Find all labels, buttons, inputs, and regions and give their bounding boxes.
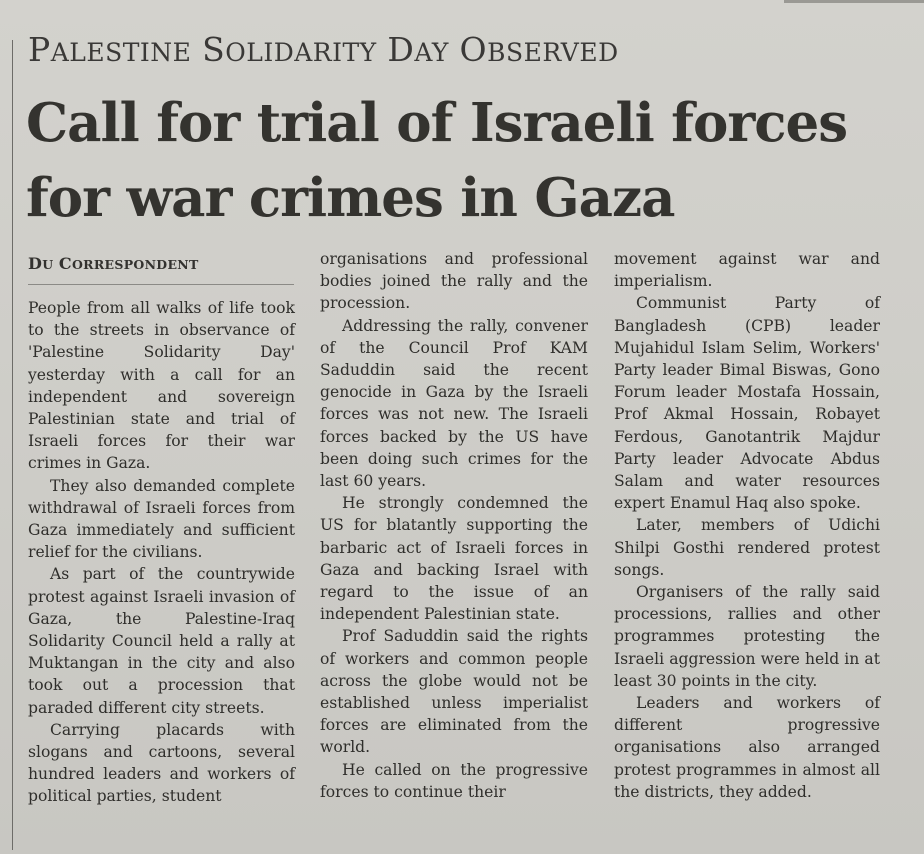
article-kicker: PALESTINE SOLIDARITY DAY OBSERVED [28, 30, 619, 69]
paragraph: Later, members of Udichi Shilpi Gosthi rendered protest songs. [614, 516, 880, 579]
paragraph: He strongly condemned the US for blatantly supporting the barbaric act of Israeli forces in Gaza and backing Israel with regard to the issue of an independent Palestinian state. [320, 494, 588, 624]
paragraph: They also demanded complete withdrawal of Israeli forces from Gaza immediately and sufficient relief for the civilians. [28, 476, 295, 562]
byline: DU CORRESPONDENT [28, 254, 199, 273]
paragraph: Leaders and workers of different progressive organisations also arranged protest programmes in almost all the districts, they added. [614, 694, 880, 801]
paragraph: People from all walks of life took to the streets in observance of 'Palestine Solidarity Day' yesterday with a call for an independent and sovereign Palestinian state and trial of Israeli forces for their war crimes in Gaza. [28, 299, 295, 473]
article-headline [26, 86, 916, 236]
paragraph: Addressing the rally, convener of the Council Prof KAM Saduddin said the recent genocide in Gaza by the Israeli forces was not new. The Israeli forces backed by the US have been doing such crimes for the last 60 years. [320, 316, 588, 491]
headline-line-2: for war crimes in Gaza [26, 167, 675, 229]
top-edge-rule [784, 0, 924, 3]
paragraph: As part of the countrywide protest against Israeli invasion of Gaza, the Palestine-Iraq Solidarity Council held a rally at Muktangan in the city and also took out a procession that paraded different city streets. [28, 565, 295, 717]
paragraph: Organisers of the rally said processions, rallies and other programmes protesting the Israeli aggression were held in at least 30 points in the city. [614, 583, 880, 690]
paragraph: movement against war and imperialism. [614, 250, 880, 291]
headline-line-1: Call for trial of Israeli forces [26, 92, 848, 154]
paragraph: Prof Saduddin said the rights of workers and common people across the globe would not be established unless imperialist forces are eliminated from the world. [320, 627, 588, 757]
paragraph: He called on the progressive forces to continue their [320, 760, 588, 801]
paragraph: Carrying placards with slogans and cartoons, several hundred leaders and workers of political parties, student [28, 720, 295, 806]
column-rule-left [12, 40, 13, 850]
paragraph: Communist Party of Bangladesh (CPB) leader Mujahidul Islam Selim, Workers' Party leader Bimal Biswas, Gono Forum leader Mostafa Hossain, Prof Akmal Hossain, Robayet Ferdous, Ganotantrik Majdur Party leader Advocate Abdus Salam and water resources expert Enamul Haq also spoke. [614, 294, 880, 513]
article-column-3 [614, 248, 880, 803]
article-column-2 [320, 248, 588, 803]
byline-divider [28, 284, 294, 285]
paragraph: organisations and professional bodies joined the rally and the procession. [320, 250, 588, 313]
article-column-1 [28, 297, 295, 808]
